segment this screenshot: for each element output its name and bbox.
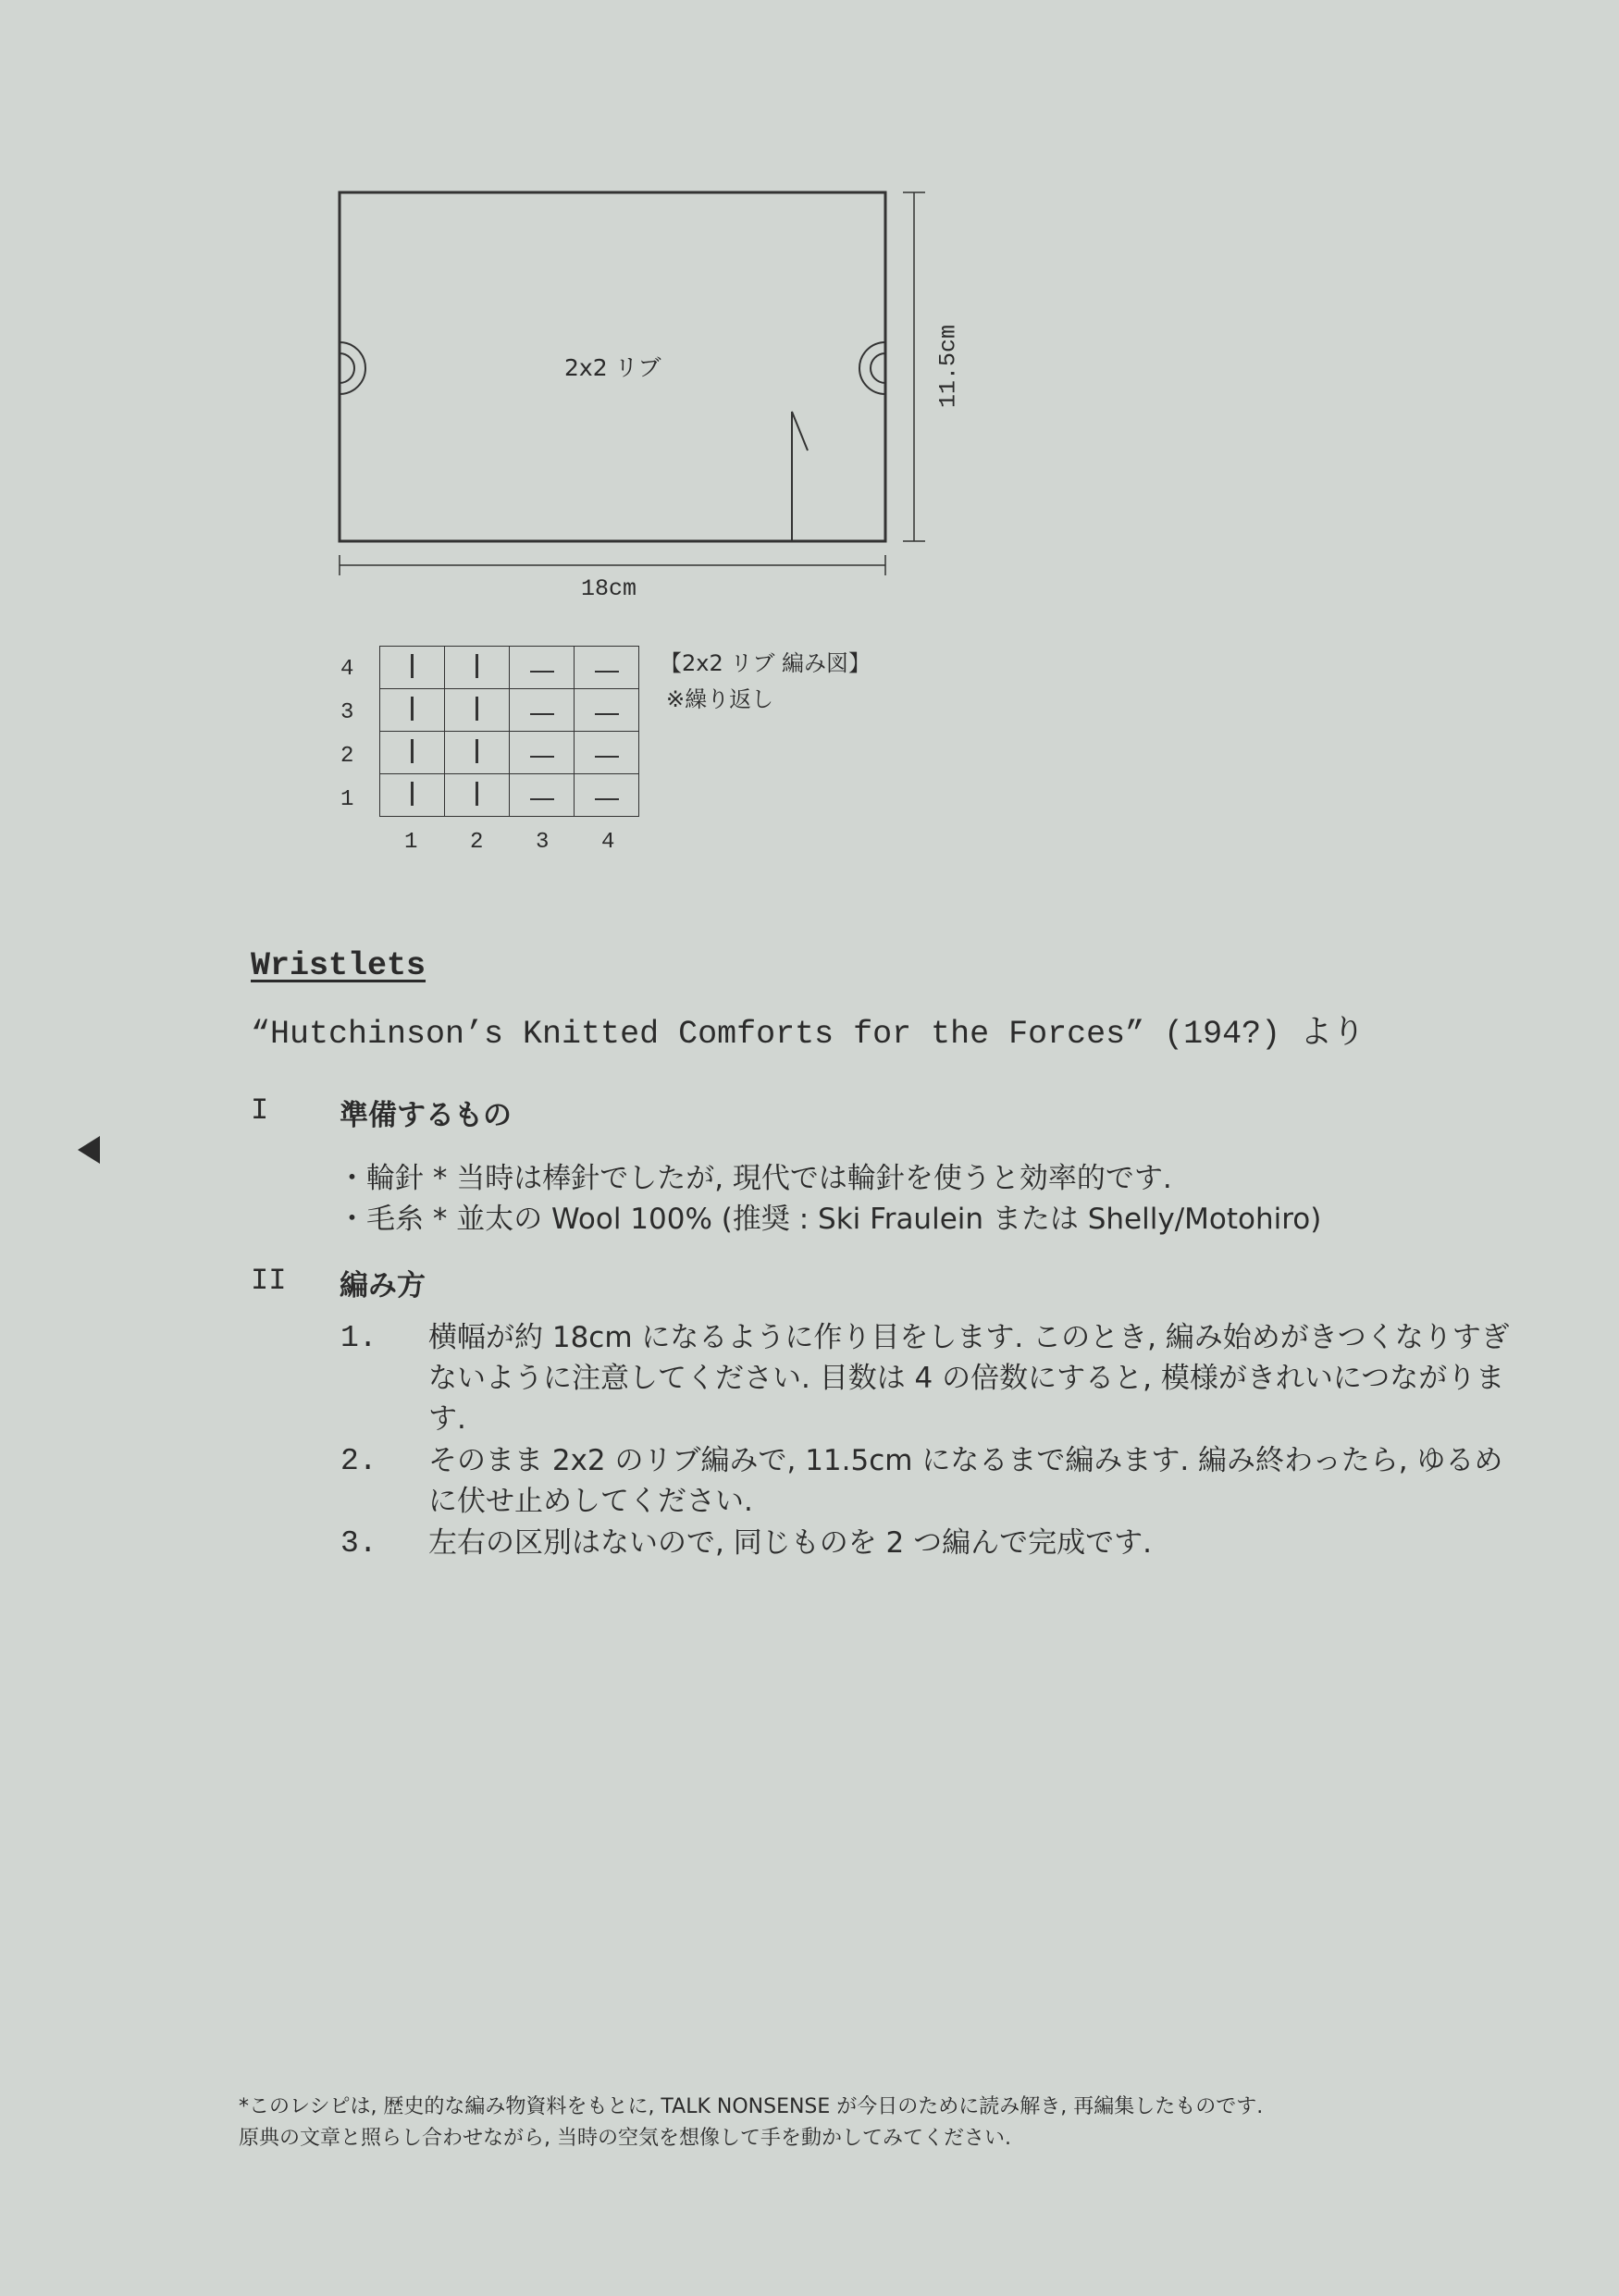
step-number: 2. — [340, 1444, 377, 1478]
step-text: 横幅が約 18cm になるように作り目をします. このとき, 編み始めがきつくなりすぎないように注意してください. 目数は 4 の倍数にすると, 模様がきれいにつながります. — [428, 1321, 1510, 1436]
chart-row-label: 3 — [340, 700, 354, 725]
rib-chart-grid — [379, 646, 639, 817]
knit-symbol-icon — [476, 697, 478, 721]
purl-symbol-icon — [595, 798, 619, 800]
yarn-tail-mark — [792, 412, 808, 541]
chart-note: ※繰り返し — [666, 686, 774, 712]
section-number: I — [251, 1093, 269, 1128]
source-citation: “Hutchinson’s Knitted Comforts for the Forces” (194?) より — [251, 1016, 1366, 1053]
purl-symbol-icon — [530, 756, 554, 758]
chart-row — [380, 774, 639, 817]
left-opening-outer — [340, 342, 365, 394]
step-text: そのまま 2x2 のリブ編みで, 11.5cm になるまで編みます. 編み終わったら, ゆるめに伏せ止めしてください. — [428, 1444, 1503, 1518]
purl-symbol-icon — [530, 671, 554, 673]
purl-symbol-icon — [595, 713, 619, 715]
section-title-materials: 準備するもの — [340, 1099, 512, 1132]
chart-row — [380, 689, 639, 732]
step-number: 1. — [340, 1321, 377, 1355]
section-title-method: 編み方 — [340, 1269, 426, 1302]
knit-stitch-cell — [380, 689, 445, 732]
left-opening-inner — [340, 353, 354, 383]
footnote — [239, 2092, 1263, 2154]
right-opening-outer — [859, 342, 885, 394]
material-item: ・輪針 * 当時は棒針でしたが, 現代では輪針を使うと効率的です. — [338, 1162, 1172, 1195]
chart-col-label: 4 — [601, 830, 615, 855]
triangle-left-icon[interactable] — [78, 1136, 100, 1164]
height-label: 11.5cm — [934, 324, 962, 409]
purl-stitch-cell — [510, 774, 575, 817]
purl-stitch-cell — [510, 647, 575, 689]
right-opening-inner — [871, 353, 885, 383]
purl-stitch-cell — [575, 732, 639, 774]
material-item: ・毛糸 * 並太の Wool 100% (推奨 : Ski Fraulein または Shelly/Motohiro) — [338, 1203, 1322, 1236]
chart-col-label: 3 — [536, 830, 550, 855]
chart-title: 【2x2 リブ 編み図】 — [660, 650, 871, 676]
knit-symbol-icon — [476, 782, 478, 806]
chart-row-label: 2 — [340, 744, 354, 769]
chart-row — [380, 732, 639, 774]
step-number: 3. — [340, 1526, 377, 1561]
chart-row-label: 1 — [340, 787, 354, 812]
purl-stitch-cell — [510, 689, 575, 732]
knit-stitch-cell — [380, 774, 445, 817]
knit-stitch-cell — [380, 732, 445, 774]
chart-col-label: 2 — [470, 830, 484, 855]
purl-symbol-icon — [595, 756, 619, 758]
purl-symbol-icon — [595, 671, 619, 673]
chart-row-label: 4 — [340, 657, 354, 682]
purl-symbol-icon — [530, 798, 554, 800]
knit-symbol-icon — [411, 697, 414, 721]
purl-stitch-cell — [575, 689, 639, 732]
purl-symbol-icon — [530, 713, 554, 715]
step-text: 左右の区別はないので, 同じものを 2 つ編んで完成です. — [428, 1526, 1152, 1560]
knit-stitch-cell — [445, 647, 510, 689]
wristlet-schematic — [0, 0, 1619, 648]
schematic-center-label: 2x2 リブ — [564, 354, 661, 381]
knit-symbol-icon — [476, 739, 478, 763]
purl-stitch-cell — [575, 774, 639, 817]
page-title: Wristlets — [251, 947, 426, 984]
knit-stitch-cell — [445, 689, 510, 732]
knit-stitch-cell — [445, 774, 510, 817]
knit-stitch-cell — [380, 647, 445, 689]
section-number: II — [251, 1264, 287, 1298]
knit-symbol-icon — [411, 739, 414, 763]
purl-stitch-cell — [510, 732, 575, 774]
footnote-line: 原典の文章と照らし合わせながら, 当時の空気を想像して手を動かしてみてください. — [239, 2127, 1011, 2150]
chart-row — [380, 647, 639, 689]
knit-symbol-icon — [411, 782, 414, 806]
knit-symbol-icon — [411, 654, 414, 678]
width-label: 18cm — [581, 575, 637, 602]
footnote-line: *このレシピは, 歴史的な編み物資料をもとに, TALK NONSENSE が今日のために読み解き, 再編集したものです. — [239, 2095, 1264, 2118]
purl-stitch-cell — [575, 647, 639, 689]
knit-symbol-icon — [476, 654, 478, 678]
knit-stitch-cell — [445, 732, 510, 774]
chart-col-label: 1 — [404, 830, 418, 855]
